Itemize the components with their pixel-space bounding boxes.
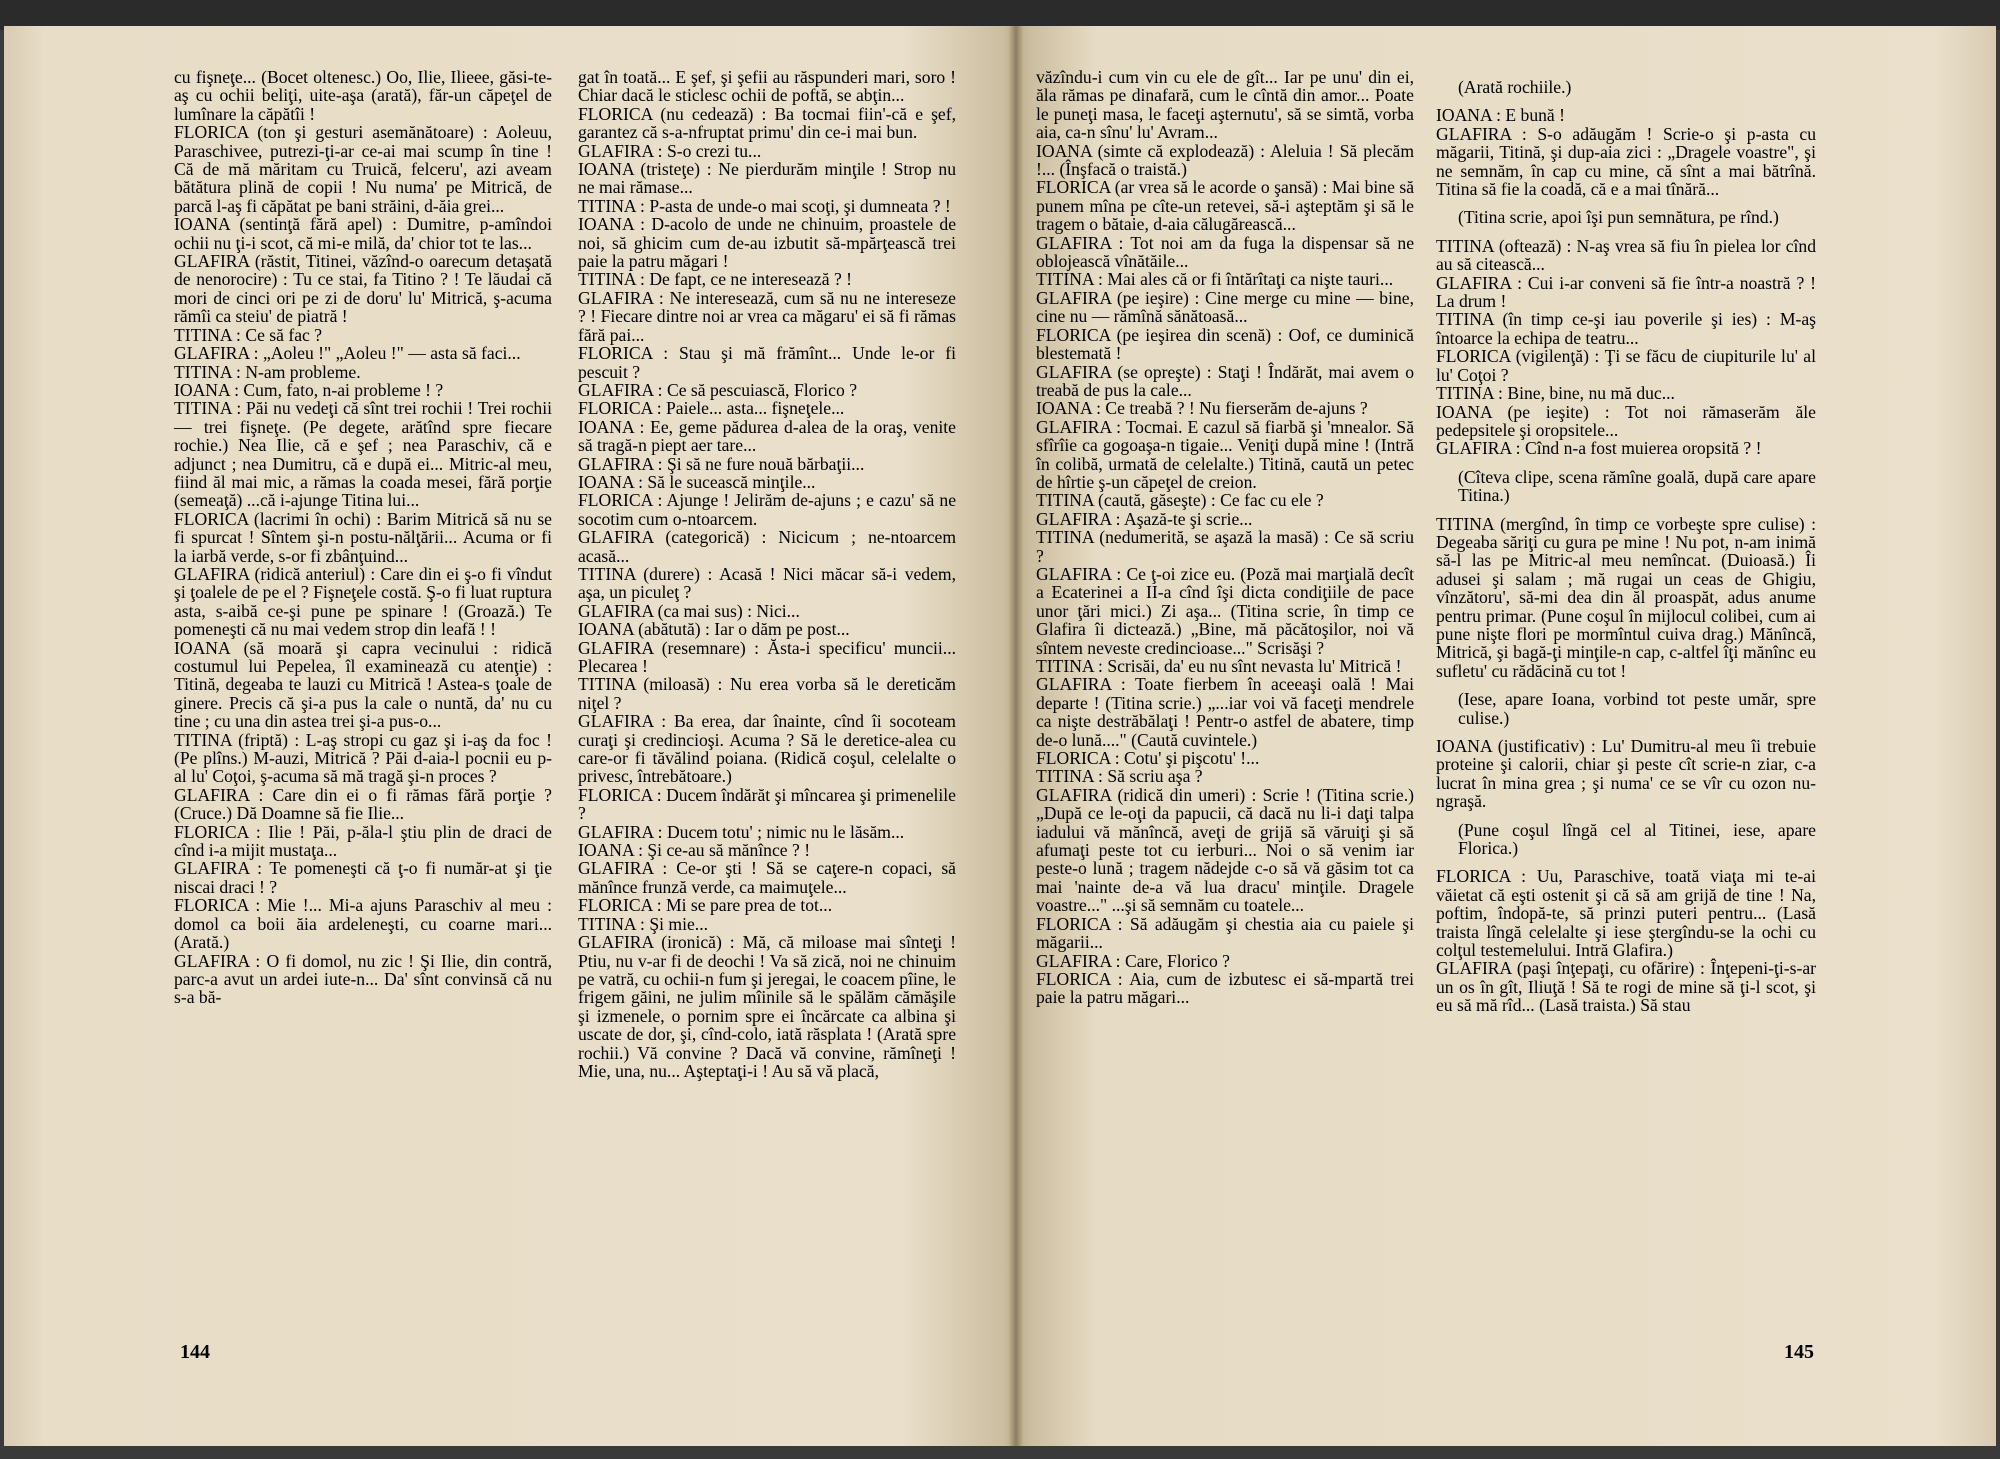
- dialogue-line: IOANA : Ce treabă ? ! Nu fierserăm de-ajuns ?: [1036, 398, 1368, 419]
- dialogue-line: GLAFIRA : Şi să ne fure nouă bărbaţii...: [578, 453, 865, 474]
- dialogue-line: TITINA (durere) : Acasă ! Nici măcar să-i vedem, aşa, un piculeţ ?: [578, 563, 956, 603]
- dialogue-line: TITINA : P-asta de unde-o mai scoţi, şi dumneata ? !: [578, 195, 951, 216]
- dialogue-line: IOANA : Să le sucească minţile...: [578, 471, 816, 492]
- column-1: [174, 68, 552, 1007]
- dialogue-line: GLAFIRA : Ce ţ-oi zice eu. (Poză mai marţială decît a Ecaterinei a II-a cînd îşi dicta condiţiile de pace unor ţări mici.) Zi aşa... (Titina scrie, în timp ce Glafira îi dictează.) „Bine, mă păcătoşilor, noi vă sîntem neveste credincioase..." Scrisăşi ?: [1036, 563, 1414, 658]
- dialogue-line: IOANA : Ee, geme pădurea d-alea de la oraş, venite să tragă-n piept aer tare...: [578, 416, 956, 456]
- dialogue-line: GLAFIRA : Tot noi am da fuga la dispensar să ne oblojească vînătăile...: [1036, 232, 1414, 272]
- dialogue-line: GLAFIRA : Te pomeneşti că ţ-o fi număr-at şi ţie niscai draci ! ?: [174, 858, 552, 897]
- dialogue-line: IOANA (simte că explodează) : Aleluia ! Să plecăm !... (Înşfacă o traistă.): [1036, 140, 1414, 180]
- dialogue-line: gat în toată... E şef, şi şefii au răspunderi mari, soro ! Chiar dacă le sticlesc ochii de poftă, se abţin...: [578, 67, 956, 106]
- dialogue-line: FLORICA (nu cedează) : Ba tocmai fiin'-că e şef, garantez că s-a-nfruptat primu' din ce-i mai bun.: [578, 103, 956, 143]
- dialogue-line: IOANA : Şi ce-au să mănînce ? !: [578, 840, 811, 861]
- dialogue-line: GLAFIRA (ridică din umeri) : Scrie ! (Titina scrie.) „După ce le-oţi da papucii, că dacă nu li-i daţi talpa iadului vă mănîncă, aveţi de grijă să văruiţi şi să afumaţi peste tot cu ierburi... Noi o să venim iar peste-o lună ; tragem nădejde c-o să vă găsim tot ca mai 'nainte de-a vă lua dracu' minţile. Dragele voastre..." ...şi să semnăm cu toatele...: [1036, 784, 1414, 916]
- dialogue-line: TITINA : Scrisăi, da' eu nu sînt nevasta lu' Mitrică !: [1036, 656, 1402, 676]
- dialogue-line: GLAFIRA : Ce să pescuiască, Florico ?: [578, 379, 857, 400]
- dialogue-line: TITINA (nedumerită, se aşază la masă) : Ce să scriu ?: [1036, 527, 1414, 566]
- dialogue-line: IOANA : D-acolo de unde ne chinuim, proastele de noi, să ghicim cum de-au izbutit să-mpărţească trei paie la patru măgari !: [578, 214, 956, 272]
- dialogue-line: GLAFIRA : O fi domol, nu zic ! Şi Ilie, din contră, parc-a avut un ardei iute-n... Da' sînt convinsă că nu s-a bă-: [174, 950, 552, 1008]
- column-3: [1036, 68, 1414, 1007]
- dialogue-line: TITINA : Ce să fac ?: [174, 324, 323, 345]
- dialogue-line: FLORICA : Mie !... Mi-a ajuns Paraschiv al meu : domol ca boii ăia ardeleneşti, cu coarne mari... (Arată.): [174, 895, 552, 953]
- column-2: [578, 68, 956, 1080]
- dialogue-line: TITINA : Păi nu vedeţi că sînt trei rochii ! Trei rochii — trei fişneţe. (Pe degete, arătînd spre fiecare rochie.) Nea Ilie, că e şef ; nea Paraschiv, că e adjunct ; nea Dumitru, că e după ei... Mitric-al meu, fiind ăl mai mic, a rămas la coada mesei, fără porţie (semeaţă) ...că i-ajunge Titina lui...: [174, 398, 552, 511]
- dialogue-line: GLAFIRA (categorică) : Nicicum ; ne-ntoarcem acasă...: [578, 527, 956, 566]
- dialogue-line: GLAFIRA : Ce-or şti ! Să se caţere-n copaci, să mănînce frunză verde, ca maimuţele...: [578, 858, 956, 897]
- stage-direction: (Titina scrie, apoi îşi pun semnătura, pe rînd.): [1458, 207, 1779, 228]
- dialogue-line: TITINA (oftează) : N-aş vrea să fiu în pielea lor cînd au să citească...: [1436, 235, 1816, 275]
- dialogue-line: TITINA : Şi mie...: [578, 913, 708, 934]
- dialogue-line: TITINA : Bine, bine, nu mă duc...: [1436, 383, 1675, 404]
- dialogue-line: TITINA (miloasă) : Nu erea vorba să le dereticăm niţel ?: [578, 674, 956, 713]
- dialogue-line: FLORICA : Ajunge ! Jelirăm de-ajuns ; e cazu' să ne socotim cum o-ntoarcem.: [578, 490, 956, 529]
- dialogue-line: GLAFIRA (se opreşte) : Staţi ! Îndărăt, mai avem o treabă de pus la cale...: [1036, 361, 1414, 400]
- stage-direction: (Arată rochiile.): [1458, 77, 1572, 97]
- dialogue-line: FLORICA (pe ieşirea din scenă) : Oof, ce duminică blestemată !: [1036, 324, 1414, 364]
- dialogue-line: FLORICA (vigilenţă) : Ţi se făcu de ciupiturile lu' al lu' Coţoi ?: [1436, 346, 1816, 385]
- dialogue-line: GLAFIRA : Ba erea, dar înainte, cînd îi socoteam curaţi şi credincioşi. Acuma ? Să le deretice-alea cu care-or fi tăvălind poiana. (Ridică coşul, celelalte o privesc, întrebătoare.): [578, 711, 956, 787]
- dialogue-line: IOANA (sentinţă fără apel) : Dumitre, p-amîndoi ochii nu ţi-i scot, că mi-e milă, da' chior tot te las...: [174, 214, 552, 253]
- dialogue-line: FLORICA : Ducem îndărăt şi mîncarea şi primenelile ?: [578, 784, 956, 824]
- dialogue-line: TITINA (mergînd, în timp ce vorbeşte spre culise) : Degeaba săriţi cu gura pe mine ! Nu pot, n-am inimă să-l las pe Mitric-al meu nemîncat. (Duioasă.) Îi adusei şi salam ; mă rugai un ceas de Ghigiu, vînzătoru', să-mi dea din ăl proaspăt, adus anume pentru primar. (Pune coşul în mijlocul colibei, cum ai pune nişte flori pe mormîntul cuiva drag.) Mănîncă, Mitrică, şi bagă-ţi minţile-n cap, c-altfel îţi mănînc eu sufletu' cu rădăcină cu tot !: [1436, 513, 1816, 681]
- dialogue-line: GLAFIRA (ca mai sus) : Nici...: [578, 600, 800, 621]
- dialogue-line: GLAFIRA : S-o crezi tu...: [578, 140, 762, 161]
- dialogue-line: GLAFIRA : Cui i-ar conveni să fie într-a noastră ? ! La drum !: [1436, 272, 1816, 312]
- dialogue-line: văzîndu-i cum vin cu ele de gît... Iar pe unu' din ei, ăla rămas pe dinafară, cum le cîntă din amor... Poate le puneţi masa, le faceţi aşternutu', să se simtă, vorba aia, ca-n sînu' lu' Avram...: [1036, 67, 1414, 143]
- dialogue-line: FLORICA : Aia, cum de izbutesc ei să-mpartă trei paie la patru măgari...: [1036, 968, 1414, 1008]
- dialogue-line: FLORICA : Uu, Paraschive, toată viaţa mi te-ai văietat că eşti ostenit şi că să am grijă de tine ! Na, poftim, îndopă-te, să prinzi puteri pentru... (Lasă traista lîngă celelalte şi iese ştergîndu-se la ochi cu colţul testemelului. Intră Glafira.): [1436, 866, 1816, 961]
- book-gutter: [1008, 26, 1024, 1446]
- dialogue-line: GLAFIRA (ironică) : Mă, că miloase mai sînteţi ! Ptiu, nu v-ar fi de deochi ! Va să zică, noi ne chinuim pe vatră, cu ochii-n fum şi jeregai, le coacem pîine, le frigem găini, ne julim mîinile să le spălăm cămăşile şi izmenele, o pornim spre ei încărcate ca albina şi uscate de dor, şi, cînd-colo, iată răsplata ! (Arată spre rochii.) Vă convine ? Dacă vă convine, rămîneţi ! Mie, una, nu... Aşteptaţi-i ! Au să vă placă,: [578, 932, 956, 1081]
- dialogue-line: GLAFIRA : S-o adăugăm ! Scrie-o şi p-asta cu măgarii, Titină, şi dup-aia zici : „Dragele voastre", şi ne semnăm, în cap cu mine, că sînt a mai bătrînă. Titina să fie la coadă, că e a mai tînără...: [1436, 123, 1816, 200]
- dialogue-line: TITINA : Să scriu aşa ?: [1036, 766, 1203, 787]
- dialogue-line: GLAFIRA (răstit, Titinei, văzînd-o oarecum detaşată de nenorocire) : Tu ce stai, fa Titino ? ! Te lăudai că mori de cinci ori pe zi de doru' lu' Mitrică, ş-acuma rămîi ca steiu' de piatră !: [174, 251, 552, 327]
- dialogue-line: GLAFIRA : Care, Florico ?: [1036, 950, 1230, 971]
- dialogue-line: GLAFIRA : Aşază-te şi scrie...: [1036, 508, 1253, 529]
- dialogue-line: IOANA (pe ieşite) : Tot noi rămaserăm ăle pedepsitele şi oropsitele...: [1436, 401, 1816, 440]
- dialogue-line: TITINA (friptă) : L-aş stropi cu gaz şi i-aş da foc ! (Pe plîns.) M-auzi, Mitrică ? Păi d-aia-l pocnii eu p-al lu' Coţoi, ş-acuma să mă tragă şi-n proces ?: [174, 729, 552, 787]
- page-number-left: 144: [180, 1341, 210, 1363]
- dialogue-line: FLORICA (ton şi gesturi asemănătoare) : Aoleuu, Paraschivee, putrezi-ţi-ar ce-ai mai scump în tine ! Că de mă măritam cu Truică, felceru', azi aveam bătătura plină de copii ! Nu numa' pe Mitrică, de parcă l-aş fi căpătat pe bani străini, d-ăia grei...: [174, 122, 552, 216]
- dialogue-line: GLAFIRA : Cînd n-a fost muierea oropsită ? !: [1436, 438, 1762, 459]
- dialogue-line: FLORICA : Mi se pare prea de tot...: [578, 895, 833, 916]
- dialogue-line: FLORICA : Să adăugăm şi chestia aia cu paiele şi măgarii...: [1036, 913, 1414, 953]
- dialogue-line: GLAFIRA (paşi înţepaţi, cu ofărire) : Înţepeni-ţi-s-ar un os în gît, Iliuţă ! Să te rogi de mine să ţi-l scot, şi eu să mă rîd... (Lasă traista.) Să stau: [1436, 958, 1816, 1016]
- dialogue-line: FLORICA (ar vrea să le acorde o şansă) : Mai bine să punem mîna pe cîte-un retevei, să-i aşteptăm şi să le tragem o bătaie, d-aia călugărească...: [1036, 177, 1414, 235]
- dialogue-line: IOANA : Cum, fato, n-ai probleme ! ?: [174, 379, 444, 400]
- dialogue-line: IOANA (tristeţe) : Ne pierdurăm minţile ! Strop nu ne mai rămase...: [578, 159, 956, 198]
- stage-direction: (Iese, apare Ioana, vorbind tot peste umăr, spre culise.): [1458, 689, 1816, 728]
- dialogue-line: GLAFIRA : Toate fierbem în aceeaşi oală ! Mai departe ! (Titina scrie.) „...iar voi vă faceţi mendrele ca nişte destrăbălaţi ! Pentr-o astfel de abatere, timp de-o lună...." (Caută cuvintele.): [1036, 674, 1414, 750]
- dialogue-line: FLORICA : Ilie ! Păi, p-ăla-l ştiu plin de draci de cînd i-a mijit mustaţa...: [174, 821, 552, 861]
- dialogue-line: IOANA (abătută) : Iar o dăm pe post...: [578, 619, 850, 640]
- page-number-right: 145: [1784, 1341, 1814, 1363]
- dialogue-line: cu fişneţe... (Bocet oltenesc.) Oo, Ilie, Ilieee, găsi-te-aş cu ochii beliţi, uite-aşa (arată), făr-un căpeţel de lumînare la căpătîi !: [174, 67, 552, 124]
- dialogue-line: TITINA (în timp ce-şi iau poverile şi ies) : M-aş întoarce la echipa de teatru...: [1436, 309, 1816, 348]
- dialogue-line: GLAFIRA : Tocmai. E cazul să fiarbă şi 'mnealor. Să sfîrîie ca gogoaşa-n tigaie... Veniţi după mine ! (Intră în colibă, urmată de celelalte.) Titină, caută un petec de hîrtie ş-un căpeţel de creion.: [1036, 416, 1414, 492]
- dialogue-line: IOANA (justificativ) : Lu' Dumitru-al meu îi trebuie proteine şi calorii, chiar şi peste cît scrie-n ziar, c-a lucrat în mina grea ; şi numa' ce se vîr cu ozon nu-ngraşă.: [1436, 736, 1816, 812]
- dialogue-line: TITINA : De fapt, ce ne interesează ? !: [578, 269, 853, 290]
- dialogue-line: IOANA : E bună !: [1436, 105, 1565, 126]
- dialogue-line: GLAFIRA (pe ieşire) : Cine merge cu mine — bine, cine nu — rămînă sănătoasă...: [1036, 287, 1414, 327]
- dialogue-line: TITINA : Mai ales că or fi întărîtaţi ca nişte tauri...: [1036, 269, 1394, 290]
- stage-direction: (Pune coşul lîngă cel al Titinei, iese, apare Florica.): [1458, 819, 1816, 859]
- dialogue-line: GLAFIRA : Ducem totu' ; nimic nu le lăsăm...: [578, 821, 905, 842]
- stage-direction: (Cîteva clipe, scena rămîne goală, după care apare Titina.): [1458, 466, 1816, 506]
- dialogue-line: FLORICA : Cotu' şi pişcotu' !...: [1036, 748, 1260, 769]
- column-4: [1436, 68, 1816, 1015]
- dialogue-line: GLAFIRA : Care din ei o fi rămas fără porţie ? (Cruce.) Dă Doamne să fie Ilie...: [174, 784, 552, 824]
- dialogue-line: GLAFIRA : Ne interesează, cum să nu ne intereseze ? ! Fiecare dintre noi ar vrea ca măgaru' ei să fi rămas fără pai...: [578, 287, 956, 345]
- dialogue-line: TITINA (caută, găseşte) : Ce fac cu ele ?: [1036, 490, 1324, 511]
- dialogue-line: TITINA : N-am probleme.: [174, 361, 361, 382]
- dialogue-line: GLAFIRA (ridică anteriul) : Care din ei ş-o fi vîndut şi ţoalele de pe el ? Fişneţele costă. Ş-o fi luat ruptura asta, s-aibă ce-şi pune pe spinare ! (Groază.) Te pomeneşti că nu mai vedem strop din leafă ! !: [174, 563, 552, 640]
- dialogue-line: FLORICA (lacrimi în ochi) : Barim Mitrică să nu se fi spurcat ! Sîntem şi-n postu-nălţării... Acuma or fi la iarbă verde, s-or fi zbânţuind...: [174, 508, 552, 566]
- dialogue-line: FLORICA : Paiele... asta... fişneţele...: [578, 398, 845, 419]
- dialogue-line: FLORICA : Stau şi mă frămînt... Unde le-or fi pescuit ?: [578, 343, 956, 382]
- dialogue-line: GLAFIRA (resemnare) : Ăsta-i specificu' muncii... Plecarea !: [578, 637, 956, 676]
- dialogue-line: IOANA (să moară şi capra vecinului : ridică costumul lui Pepelea, îl examinează cu atenţie) : Titină, degeaba te lauzi cu Mitrică ! Astea-s ţoale de ginere. Precis că şi-a pus la cale o nuntă, da' nu cu tine ; cu una din astea trei şi-a pus-o...: [174, 637, 552, 732]
- dialogue-line: GLAFIRA : „Aoleu !" „Aoleu !" — asta să faci...: [174, 343, 521, 364]
